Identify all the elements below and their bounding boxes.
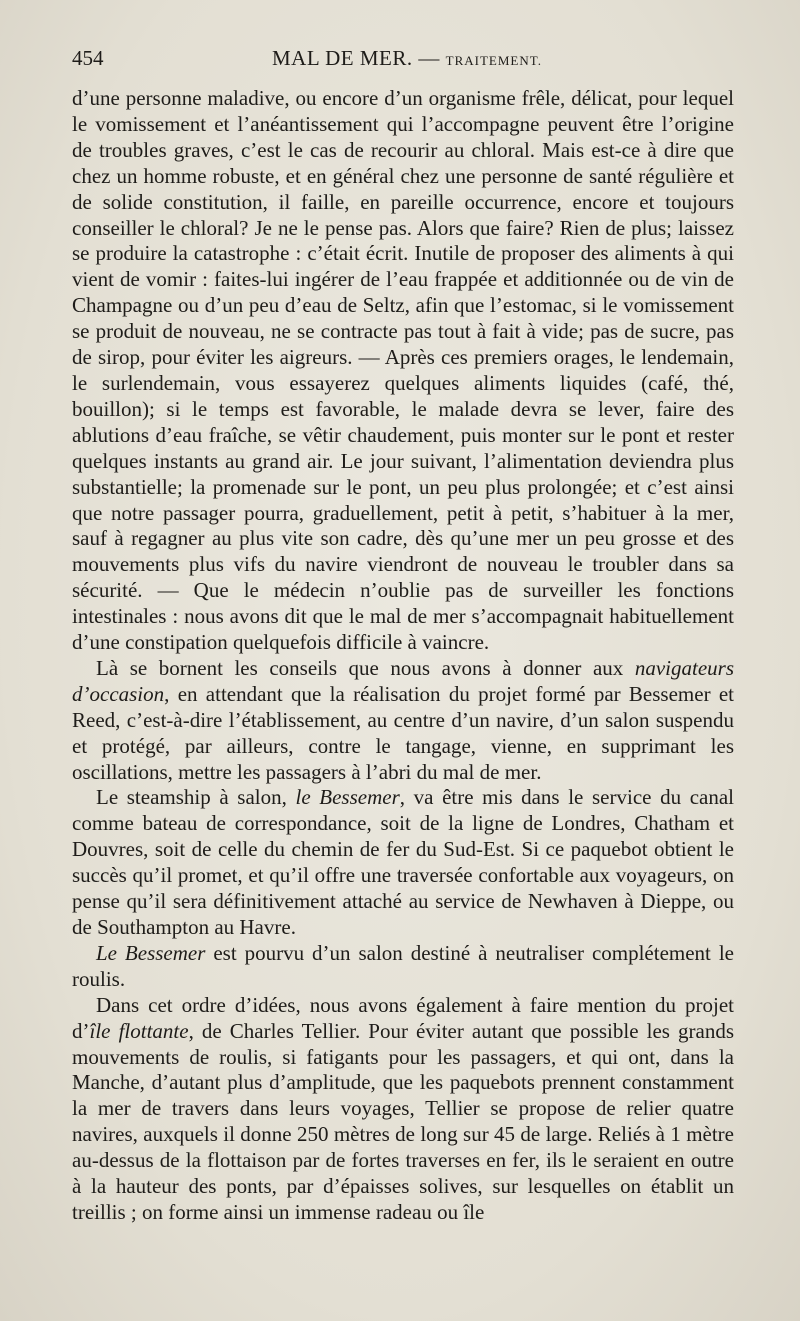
italic-text: le Bessemer (295, 785, 400, 810)
italic-text: île flottante (89, 1018, 189, 1043)
text-segment: , de Charles Tellier. Pour éviter autant que possible les grands mouvements de roulis, si fatigants pour les passagers, et qui ont, dans la Manche, d’autant plus d’amplitude, que les paquebots prennent constamment la mer de travers dans leurs voyages, Tellier se propose de relier quatre navires, auxquels il donne 250 mètres de long sur 45 de large. Reliés à 1 mètre au-dessus de la flottaison par de fortes traverses en fer, ils le seraient en outre à la hauteur des ponts, par d’épaisses solives, sur lesquelles on établit un treillis ; on forme ainsi un immense radeau ou île (72, 1018, 735, 1224)
body-text (72, 86, 734, 1226)
page-number: 454 (72, 46, 104, 70)
text-segment: Dans cet ordre d’idées, nous avons également à faire mention du projet d’ (72, 992, 734, 1043)
text-segment: , en attendant que la réalisation du projet formé par Bessemer et Reed, c’est-à-dire l’établissement, au centre d’un navire, d’un salon suspendu et protégé, par ailleurs, contre le tangage, vienne, en supprimant les oscillations, mettre les passagers à l’abri du mal de mer. (72, 681, 734, 784)
running-head-title: MAL DE MER. — (272, 46, 440, 70)
text-segment: est pourvu d’un salon destiné à neutraliser complétement le roulis. (72, 940, 734, 991)
running-head-subtitle: TRAITEMENT. (445, 53, 542, 68)
running-head (272, 46, 542, 71)
paragraph (72, 993, 734, 1226)
page-header (72, 46, 734, 76)
paragraph (72, 656, 734, 786)
text-segment: d’une personne maladive, ou encore d’un organisme frêle, délicat, pour lequel le vomissement et l’anéantissement qui l’accompagne peuvent être l’origine de troubles graves, c’est le cas de recourir au chloral. Mais est-ce à dire que chez un homme robuste, et en général chez une personne de santé régulière et de solide constitution, il faille, en pareille occurrence, encore et toujours conseiller le chloral? Je ne le pense pas. Alors que faire? Rien de plus; laissez se produire la catastrophe : c’était écrit. Inutile de proposer des aliments à qui vient de vomir : faites-lui ingérer de l’eau frappée et additionnée ou de vin de Champagne ou d’un peu d’eau de Seltz, afin que l’estomac, si le vomissement se produit de nouveau, ne se contracte pas tout à fait à vide; pas de sucre, pas de sirop, pour éviter les aigreurs. — Après ces premiers orages, le lendemain, le surlendemain, vous essayerez quelques aliments liquides (café, thé, bouillon); si le temps est favorable, le malade devra se lever, faire des ablutions d’eau fraîche, se vêtir chaudement, puis monter sur le pont et rester quelques instants au grand air. Le jour suivant, l’alimentation deviendra plus substantielle; la promenade sur le pont, un peu plus prolongée; et c’est ainsi que notre passager pourra, graduellement, petit à petit, s’habituer à la mer, sauf à regagner au plus vite son cadre, dès qu’une mer un peu grosse et des mouvements plus vifs du navire viendront de nouveau le troubler dans sa sécurité. — Que le médecin n’oublie pas de surveiller les fonctions intestinales : nous avons dit que le mal de mer s’accompagnait habituellement d’une constipation quelquefois difficile à vaincre. (72, 86, 734, 655)
text-segment: Là se bornent les conseils que nous avons à donner aux (96, 655, 635, 680)
text-segment: , va être mis dans le service du canal comme bateau de correspondance, soit de la ligne de Londres, Chatham et Douvres, soit de celle du chemin de fer du Sud-Est. Si ce paquebot obtient le succès qu’il promet, et qu’il offre une traversée confortable aux voyageurs, on pense qu’il sera définitivement attaché au service de Newhaven à Dieppe, ou de Southampton au Havre. (72, 785, 734, 939)
paragraph (72, 785, 734, 940)
paragraph (72, 941, 734, 993)
text-segment: Le steamship à salon, (96, 785, 296, 810)
italic-text: Le Bessemer (96, 940, 206, 965)
italic-text: navigateurs d’occasion (72, 655, 734, 706)
paragraph (72, 86, 734, 656)
